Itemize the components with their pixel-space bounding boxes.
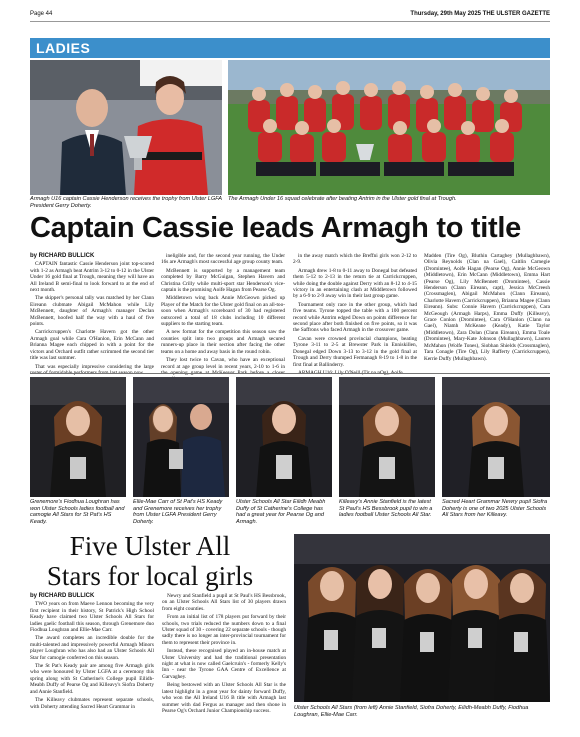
photo-allstar-1 [30,377,126,497]
paragraph: The St Pat's Keady pair are among five Armagh girls who were honoured by Ulster LGFA at a ceremony this spring along with St Catherine's College pupil Eilidh-Meabh Duffy of Pearse Og and Killeavy's Siofra Doherty and Annie Stanfield. [30,663,154,695]
paragraph: Cavan were crowned provincial champions, beating Tyrone 3-11 to 2-5 at Brewster Park in Enniskillen, Donegal edged Down 3-13 to 3-12 in the gold final at Trough and Derry thumped Fermanagh 8-19 to 1-8 in the first final at Ballinderry. [293,335,417,368]
paragraph: The award completes an incredible double for the multi-talented and impressively powerful Armagh Minors player Loughran who has also had an Ulster Schools All Star for camogie conferred on this season. [30,635,154,661]
story1-column-4 [424,253,550,364]
story1-column-3 [293,253,417,378]
paragraph: ineligible and, for the second year running, the Under 16s are Armagh's most successful age group county team. [161,253,285,266]
story1-column-1 [30,253,154,378]
photo-allstar-2 [133,377,229,497]
story2-column-2 [162,593,286,716]
photo-allstars-group [294,534,550,702]
paragraph: Armagh drew 1-8 to 0-11 away to Donegal but defeated them 5-12 to 2-13 in the return tie at Carrickcruppen, while doing the double against Derry with an 8-12 to 4-15 victory in an entertaining clash at Middletown followed by a 6-9 to 2-9 away win in their last group game. [293,267,417,300]
caption-allstar-4: Killeavy's Annie Stanfield is the latest St Paul's HS Bessbrook pupil to win a ladies football Ulster Schools All Star. [339,499,433,519]
paragraph: Middletown wing back Annie McGeown picked up Player of the Match for the Ulster gold final on an all-too-soon when Armagh's scoreboard of 30 had registered outscored a total of 18 clubs including 10 different suppliers to the starting team. [161,295,285,328]
story1-headline: Captain Cassie leads Armagh to title [30,212,521,244]
paragraph: Tournament only race in the other group, which had five teams. Tyrone topped the table with a 100 percent record while Antrim edged Down on points difference for second place after both finished on five points, so it was the Saffrons who faced Armagh in the crossover game. [293,301,417,334]
paragraph: From an initial list of 178 players put forward by their schools, two trials reduced the numbers down to a final Ulster squad of 30 - covering 22 separate schools - though sadly there is no longer an inter-provincial tournament for them to represent their province in. [162,614,286,646]
paragraph: Newry and Stanfield a pupil at St Paul's HS Bessbrook, on an Ulster Schools All Stars list of 30 players drawn from eight counties. [162,593,286,612]
paragraph: Being bestowed with an Ulster Schools All Star is the latest highlight in a great year for dainty forward Duffy, who won the All Ireland U16 B title with Armagh last summer with dad Fergus as manager and then shone in Pearse Og's Orchard Junior Championship success. [162,682,286,714]
caption-allstar-5: Sacred Heart Grammar Newry pupil Siofra Doherty is one of two 2025 Ulster Schools All Stars from her Killeavy. [442,499,548,519]
paragraph: in the away match which the Breffni girls won 2-12 to 2-9. [293,253,417,266]
story1-byline: by RICHARD BULLICK [30,253,95,259]
caption-allstars-group: Ulster Schools All Stars (from left) Annie Stanfield, Siofra Doherty, Eilidh-Meabh Duffy, Fiodhua Loughran, Ellie-Mae Carr. [294,705,529,718]
caption-squad-celebration: The Armagh Under 16 squad celebrate after beating Antrim in the Ulster gold final at Trough. [228,196,457,202]
paragraph: That was especially impressive considering the large roster of formidable performers from last season now [30,363,154,376]
divider [30,373,550,374]
caption-allstar-2: Ellie-Mae Carr of St Pat's HS Keady and Grenemore receives her trophy from Ulster LGFA President Gerry Doherty. [133,499,223,525]
paragraph: Carrickcruppen's Charlotte Havern got the other Armagh goal while Cara O'Hanlon, Erin McCann and Brianna Magee each chipped in with a point for the victors and Orchard outfit rather scrimmed the second tier title was last summer. [30,329,154,362]
caption-allstar-1: Grenemore's Fiodhua Loughran has won Ulster Schools ladies football and camogie All Stars for St Pat's HS Keady. [30,499,125,525]
paragraph: The Killeavy clubmates represent separate schools, with Doherty attending Sacred Heart Grammar in [30,697,154,710]
paragraph: The skipper's personal tally was matched by her Clann Eireann clubmate Abigail McMahon while Lily McBennett, daughter of Armagh's manager Declan McBennett, hoofed half the way with a haul of five points. [30,295,154,328]
page-number: Page 44 [30,11,53,17]
paragraph: CAPTAIN fantastic Cassie Henderson joint top-scored with 1-2 as Armagh beat Antrim 3-12 to 0-12 in the Ulster Under 16 gold final at Trough, meaning they will have an All Ireland B semi-final to look forward to at the end of next month. [30,261,154,294]
paragraph: Madden (Tire Og), Bluthin Cartaghey (Mullaghbawn), Olivia Reynolds (Clan na Gael), Caitlin Carnegie (Dromintee), Aoife Hagan (Pearse Og), Annie McGeown (Middletown), Erin McCann (Middletown), Emma Hart (Pearse Og), Lily McBennett (Dromintee), Cassie Henderson (Clann Eireann, capt), Jessica McCreesh (Crossmaglen), Abigail McMahon (Clann Eireann), Charlotte Havern (Carrickcruppen), Brianna Magee (Clann Eireann). Subs: Connie Havern (Carrickcruppen), Cara McGeough (Armagh Harps), Emma Duffy (Killeavy), Grace Conlon (Dromintee), Cara O'Hanlon (Clann na Gael), Niamh McKeane (Keady), Katie Taylor (Middletown), Zara Dolan (Clann Eireann), Emma Toale (Dromintee), Mary-Kate Johnson (Mullaghbawn), Lauren McMahon (Wolfe Tones), Siobhan Shields (Crossmaglen), Tara Conagle (Tire Og), Lily Rafferty (Carrickcruppen), Kerrie Duffy (Mullaghbawn). [424,253,550,362]
photo-allstar-5 [442,377,550,497]
publication-date: Thursday, 29th May 2025 THE ULSTER GAZETTE [410,11,550,17]
story2-byline: by RICHARD BULLICK [30,593,95,599]
story1-column-2 [161,253,285,385]
photo-captain-trophy [30,60,222,195]
caption-allstar-3: Ulster Schools All Star Eilidh Meabh Duffy of St Catherine's College has had a great year for Pearse Og and Armagh. [236,499,326,525]
story2-headline: Five Ulster All Stars for local girls [46,531,254,591]
paragraph: They lost twice to Cavan, who have an exceptional record at age group level in recent years, 2-10 to 1-6 in the opening game at McKeever Park before a closer [161,357,285,376]
photo-allstar-3 [236,377,332,497]
paragraph: TWO years on from Maeve Lennon becoming the very first recipient in their history, St Patrick's High School Keady have claimed two Ulster Schools All Stars for ladies gaelic football this season, through Grenemore duo Fiodhua Loughran and Ellie-Mae Carr. [30,601,154,634]
paragraph: Instead, these recognised played an in-house match at Ulster University and had the traditional presentation night at what is now called Gaelcruin's - formerly Kelly's Inn - near the Tyrone GAA Centre of Excellence at Garvaghey. [162,648,286,680]
story2-column-1 [30,593,154,712]
photo-allstar-4 [339,377,435,497]
paragraph: McBennett is supported by a management team completed by Barry McGuigan, Stephen Havern and Christina Crilly while multi-sport star Henderson's vice-captain is the promising Aoife Hagan from Pearse Og. [161,267,285,294]
page-header [30,7,550,22]
paragraph: ARMAGH U16: Lily O'Neill (Tir na nOg), Aoife [298,369,403,376]
paragraph: A new format for the competition this season saw the counties split into two groups and Armagh secured runners-up place in their section after facing the other teams on a home and away basis in the round robin. [161,329,285,355]
photo-squad-celebration [228,60,550,195]
section-banner: LADIES [30,38,550,58]
caption-captain-trophy: Armagh U16 captain Cassie Henderson receives the trophy from Ulster LGFA President Gerry Doherty. [30,196,222,209]
